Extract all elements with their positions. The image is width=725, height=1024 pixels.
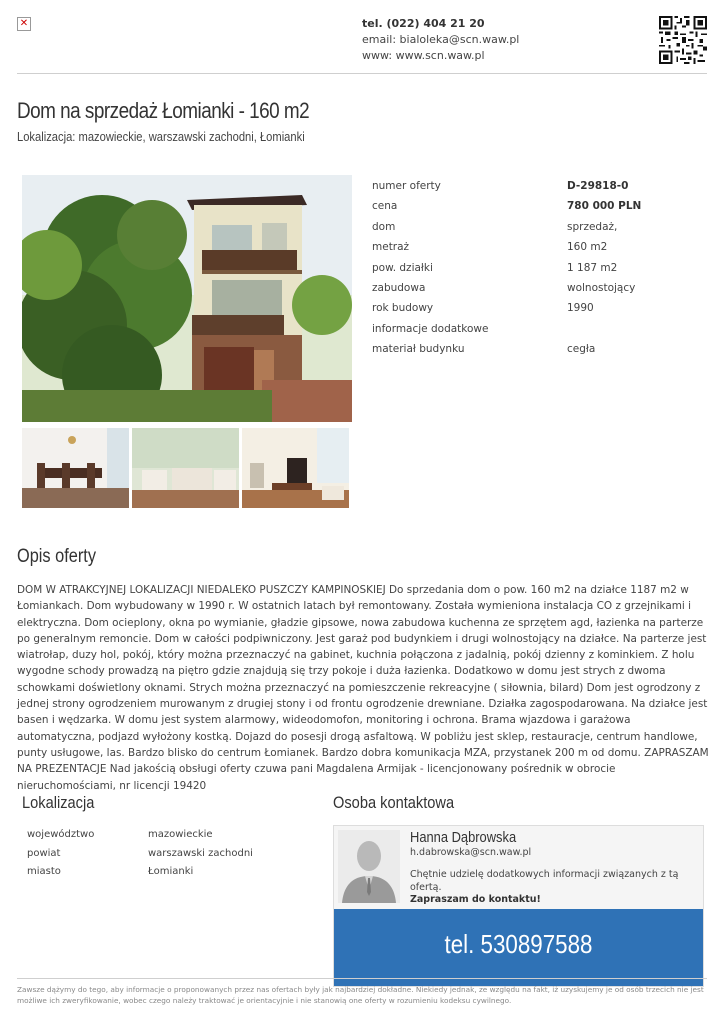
location-value: warszawski zachodni [148,847,253,859]
detail-label: metraż [372,241,410,254]
page-title: Dom na sprzedaż Łomianki - 160 m2 [17,98,310,123]
detail-value: sprzedaż, [567,220,618,233]
detail-label: informacje dodatkowe [372,322,489,335]
header-divider [17,73,707,74]
location-value: mazowieckie [148,829,213,840]
detail-label: dom [372,220,396,233]
location-label: województwo [27,829,95,840]
detail-value: wolnostojący [567,281,636,294]
detail-label: cena [372,200,398,213]
location-label: miasto [27,866,61,877]
location-row-city [27,863,253,882]
house-main-photo[interactable] [22,175,352,422]
detail-value: 160 m2 [567,241,608,254]
detail-value [567,319,702,339]
detail-row-additional-info [372,319,702,339]
interior-thumbnail-fireplace[interactable] [242,428,349,508]
detail-row-year-built [372,298,702,318]
contact-heading: Osoba kontaktowa [333,793,455,812]
detail-value: 780 000 PLN [567,200,642,213]
detail-row-plot-area [372,258,702,278]
location-table [27,826,253,882]
description-heading: Opis oferty [17,546,97,567]
qr-code-image [659,16,707,64]
detail-row-material [372,339,702,359]
description-text: DOM W ATRAKCYJNEJ LOKALIZACJI NIEDALEKO PUSZCZY KAMPINOSKIEJ Do sprzedania dom o pow. 160 m2 na działce 1187 m2 w Łomiankach. Dom wybudowany w 1990 r. W ostatnich latach był remontowany. Została wymieniona instalacja CO z grzejnikami i elektryczna. Dom ocieplony, okna po wymianie, gładzie gipsowe, nowa zabudowa kuchenna ze sprzętem agd, łazienka na parterze po generalnym remoncie. Dom w całości podpiwniczony. Jest garaż pod budynkiem i drugi wolnostojący na działce. Na parterze jest wiatrołap, duzy hol, pokój, który można przeznaczyć na gabinet, kuchnia połączona z jadalnią, pokój dzienny z kominkiem. Z holu wygodne schody prowadzą na piętro gdzie znajdują się trzy pokoje i duża łazienka. Dodatkowo w domu jest strych z dwoma schowkami doświetlony oknami. Strych można przeznaczyć na pomieszczenie rekreacyjne ( siłownia, bilard) Dom jest ogrodzony z jednej strony ogrodzeniem murowanym z drugiej stony i od frontu ogrodzenie drewniane. Działka zagospodarowana. Na działce jest basen i wędzarka. W domu jest system alarmowy, wideodomofon, monitoring i ochrona. Brama wjazdowa i garażowa automatyczna, podjazd wyłożony kostką. Dojazd do posesji drogą asfaltową. W pobliżu jest sklep, restauracje, centrum handlowe, punty usługowe, las. Bardzo blisko do centrum Łomianek. Bardzo dobra komunikacja MZA, przystanek 200 m od domu. ZAPRASZAM NA PREZENTACJE Nad jakością obsługi oferty czuwa pani Magdalena Armijak - licencjonowany pośrednik w obrocie nieruchomościami, nr licencji 19420 [17,584,709,792]
footer-disclaimer: Zawsze dążymy do tego, aby informacje o proponowanych przez nas ofertach były jak najbardziej dokładne. Niekiedy jednak, ze względu na fakt, iż uzyskujemy je od osób trzecich nie jest możliwe ich zweryfikowanie, wobec czego należy traktować je orientacyjnie i nie stanowią one oferty w rozumieniu kodeksu cywilnego. [17,985,704,1005]
agent-message [410,869,700,907]
location-subtitle: Lokalizacja: mazowieckie, warszawski zachodni, Łomianki [17,129,305,144]
location-heading: Lokalizacja [22,793,95,812]
detail-label: rok budowy [372,302,434,315]
agency-contact [362,16,519,64]
agent-message-cta: Zapraszam do kontaktu! [410,894,541,905]
agent-phone-box[interactable] [334,909,703,986]
detail-row-building-type [372,278,702,298]
agency-phone: tel. (022) 404 21 20 [362,17,485,30]
broken-logo-image: ✕ [17,17,31,31]
detail-label: materiał budynku [372,343,465,356]
detail-label: pow. działki [372,261,433,274]
detail-row-offer-number [372,176,702,196]
detail-value: cegła [567,343,596,356]
location-row-county [27,845,253,864]
agent-avatar [338,830,400,903]
detail-value: 1990 [567,302,594,315]
agency-website[interactable]: www: www.scn.waw.pl [362,49,485,62]
detail-value: D-29818-0 [567,180,629,192]
agent-message-text: Chętnie udzielę dodatkowych informacji związanych z tą ofertą. [410,869,679,893]
detail-label: zabudowa [372,281,426,294]
offer-details-table [372,176,702,360]
interior-thumbnail-dining[interactable] [22,428,129,508]
detail-row-area [372,237,702,257]
location-row-voivodeship [27,826,253,845]
detail-row-type [372,217,702,237]
location-label: powiat [27,847,61,859]
detail-value: 1 187 m2 [567,261,618,274]
footer-divider [17,978,707,979]
agent-card [333,825,704,987]
detail-row-price [372,196,702,216]
detail-label: numer oferty [372,180,441,192]
location-value: Łomianki [148,866,194,877]
agent-phone[interactable]: tel. 530897588 [444,929,593,959]
agent-name: Hanna Dąbrowska [410,829,517,846]
agent-email[interactable]: h.dabrowska@scn.waw.pl [410,847,532,858]
interior-thumbnail-living-room[interactable] [132,428,239,508]
agency-email[interactable]: email: bialoleka@scn.waw.pl [362,33,520,46]
